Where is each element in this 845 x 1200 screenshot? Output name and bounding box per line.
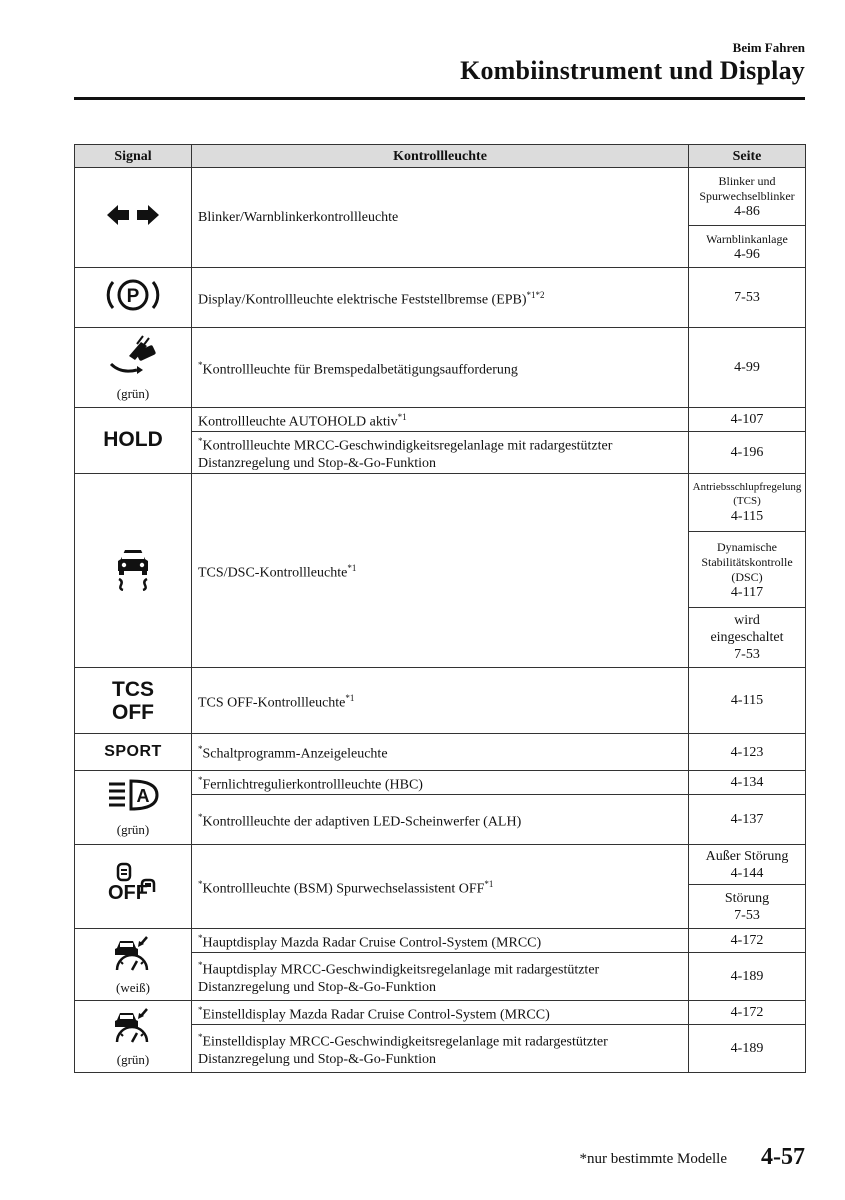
svg-text:P: P [126,286,140,307]
signal-cell [75,268,192,328]
page-ref: 4-137 [689,795,806,845]
table-row [75,408,806,432]
signal-cell [75,929,192,1001]
lamp-description: TCS/DSC-Kontrollleuchte$^{*1}$ [192,474,689,668]
lamp-description: TCS OFF-Kontrollleuchte$^{*1}$ [192,668,689,734]
table-row [75,268,806,328]
lamp-description: *Einstelldisplay Mazda Radar Cruise Control-System (MRCC) [192,1001,689,1025]
page-ref: 4-172 [689,929,806,953]
color-caption: (grün) [116,385,150,401]
page-ref: Störung 7-53 [689,885,806,929]
page-ref: 4-189 [689,1025,806,1073]
signal-cell [75,474,192,668]
lamp-description: Blinker/Warnblinkerkontrollleuchte [192,168,689,268]
col-header-page: Seite [689,145,806,168]
brake-pedal-icon [107,334,159,378]
table-row [75,734,806,771]
page-ref: 4-172 [689,1001,806,1025]
page-ref: 4-115 [689,668,806,734]
lamp-description: *Kontrollleuchte (BSM) Spurwechselassistent OFF$^{*1}$ [192,845,689,929]
page-ref: Dynamische Stabilitätskontrolle (DSC) 4-117 [689,532,806,608]
indicator-table [74,144,806,1073]
page-ref: 4-99 [689,328,806,408]
color-caption: (grün) [116,821,150,837]
radar-cruise-icon [111,934,155,972]
svg-text:A: A [136,785,150,806]
table-row [75,168,806,226]
page-ref: Antriebsschlupfregelung (TCS) 4-115 [689,474,806,532]
tcs-dsc-icon [113,545,153,591]
page-ref: 4-107 [689,408,806,432]
sport-indicator-icon: SPORT [104,743,162,760]
signal-cell [75,168,192,268]
signal-cell [75,328,192,408]
table-row [75,474,806,532]
lamp-description: *Hauptdisplay Mazda Radar Cruise Control-System (MRCC) [192,929,689,953]
page-ref: 4-134 [689,771,806,795]
signal-cell [75,771,192,845]
page-ref: Außer Störung 4-144 [689,845,806,885]
lamp-description: *Einstelldisplay MRCC-Geschwindigkeitsregelanlage mit radargestützter Distanzregelung und Stop-&-Go-Funktion [192,1025,689,1073]
page-ref: 7-53 [689,268,806,328]
turn-signal-arrows-icon [105,203,161,227]
bsm-off-icon: OFF [108,862,158,906]
table-row [75,771,806,795]
parking-brake-icon [105,275,161,315]
lamp-description: Kontrollleuchte AUTOHOLD aktiv$^{*1}$ [192,408,689,432]
auto-high-beam-icon [105,778,161,814]
color-caption: (grün) [116,1051,150,1067]
lamp-description: *Kontrollleuchte MRCC-Geschwindigkeitsregelanlage mit radargestützter Distanzregelung und Stop-&-Go-Funktion [192,432,689,474]
lamp-description: Display/Kontrollleuchte elektrische Feststellbremse (EPB)$^{*1*2}$ [192,268,689,328]
signal-cell [75,845,192,929]
signal-cell [75,668,192,734]
page-number: 4-57 [761,1144,805,1170]
signal-cell [75,734,192,771]
page-title: Kombiinstrument und Display [460,56,805,85]
table-row [75,668,806,734]
table-row [75,845,806,885]
signal-cell [75,408,192,474]
hold-indicator-icon: HOLD [103,427,163,451]
page-ref: 4-189 [689,953,806,1001]
page-ref: Warnblinkanlage 4-96 [689,226,806,268]
page-ref: 4-123 [689,734,806,771]
header-rule [74,97,805,100]
lamp-description: *Hauptdisplay MRCC-Geschwindigkeitsregelanlage mit radargestützter Distanzregelung und Stop-&-Go-Funktion [192,953,689,1001]
footnote: *nur bestimmte Modelle [579,1151,727,1167]
lamp-description: *Kontrollleuchte für Bremspedalbetätigungsaufforderung [192,328,689,408]
table-row [75,929,806,953]
table-header-row [75,145,806,168]
table-row [75,328,806,408]
page-ref: Blinker und Spurwechselblinker 4-86 [689,168,806,226]
col-header-lamp: Kontrollleuchte [192,145,689,168]
page-ref: 4-196 [689,432,806,474]
table-row [75,1001,806,1025]
signal-cell [75,1001,192,1073]
col-header-signal: Signal [75,145,192,168]
radar-cruise-icon [111,1006,155,1044]
page-ref: wird eingeschaltet 7-53 [689,608,806,668]
section-label: Beim Fahren [732,40,805,55]
color-caption: (weiß) [116,979,150,995]
tcs-off-indicator-icon: TCS OFF [112,677,154,724]
lamp-description: *Schaltprogramm-Anzeigeleuchte [192,734,689,771]
lamp-description: *Kontrollleuchte der adaptiven LED-Scheinwerfer (ALH) [192,795,689,845]
lamp-description: *Fernlichtregulierkontrollleuchte (HBC) [192,771,689,795]
